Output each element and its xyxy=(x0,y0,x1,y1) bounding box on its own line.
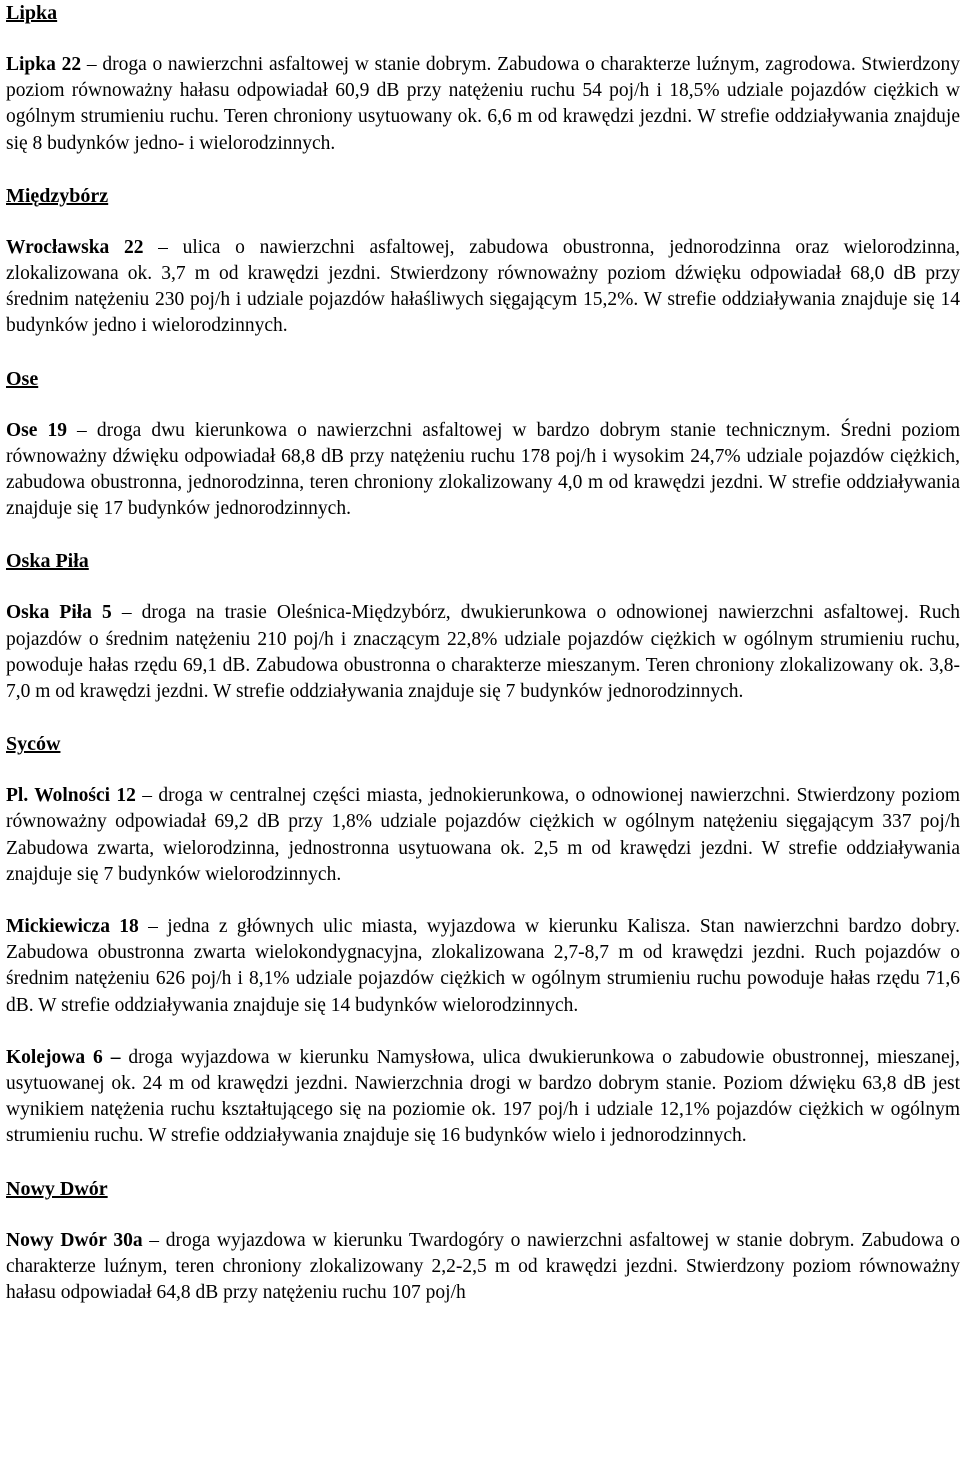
spacer xyxy=(6,26,960,52)
road-name: Lipka 22 xyxy=(6,54,82,75)
road-name: Wrocławska 22 xyxy=(6,236,144,258)
spacer xyxy=(6,757,960,783)
spacer xyxy=(6,340,960,366)
road-name: Ose 19 xyxy=(6,419,67,441)
paragraph-ose-19 xyxy=(6,418,960,523)
spacer xyxy=(6,1150,960,1176)
road-name: Pl. Wolności 12 xyxy=(6,785,136,807)
paragraph-text: droga wyjazdowa w kierunku Namysłowa, ulica dwukierunkowa o zabudowie obustronnej, mieszanej, usytuowanej ok. 24 m od krawędzi jezdni. Nawierzchnia drogi w bardzo dobrym stanie. Poziom dźwięku 63,8 dB jest wynikiem natężenia ruchu kształtującego się na poziomie ok. 197 poj/h i udziale 12,1% pojazdów ciężkich w ogólnym strumieniu ruchu. W strefie oddziaływania znajduje się 16 budynków wielo i jednorodzinnych. xyxy=(6,1046,960,1147)
paragraph-mickiewicza-18 xyxy=(6,914,960,1019)
section-heading-ose: Ose xyxy=(6,367,39,390)
section-heading-miedzyborz: Międzybórz xyxy=(6,184,109,207)
paragraph-text: – ulica o nawierzchni asfaltowej, zabudowa obustronna, jednorodzinna oraz wielorodzinna, zlokalizowana ok. 3,7 m od krawędzi jezdni. Stwierdzony równoważny poziom dźwięku odpowiadał 68,0 dB przy średnim natężeniu 230 poj/h i udziale pojazdów hałaśliwych sięgającym 15,2%. W strefie oddziaływania znajduje się 14 budynków jedno i wielorodzinnych. xyxy=(6,236,960,337)
spacer xyxy=(6,1202,960,1228)
spacer xyxy=(6,392,960,418)
paragraph-text: – droga na trasie Oleśnica-Międzybórz, dwukierunkowa o odnowionej nawierzchni asfaltowej. Ruch pojazdów o średnim natężeniu 210 poj/h i znaczącym 22,8% udziale pojazdów ciężkich w ogólnym strumieniu ruchu, powoduje hałas rzędu 69,1 dB. Zabudowa obustronna o charakterze mieszanym. Teren chroniony zlokalizowany ok. 3,8-7,0 m od krawędzi jezdni. W strefie oddziaływania znajduje się 7 budynków jednorodzinnych. xyxy=(6,602,960,703)
spacer xyxy=(6,574,960,600)
spacer xyxy=(6,705,960,731)
spacer xyxy=(6,209,960,235)
spacer xyxy=(6,1019,960,1045)
paragraph-oska-pila-5 xyxy=(6,600,960,705)
paragraph-text: – jedna z głównych ulic miasta, wyjazdowa w kierunku Kalisza. Stan nawierzchni bardzo dobry. Zabudowa obustronna zwarta wielokondygnacyjna, zlokalizowana 2,7-8,7 m od krawędzi jezdni. Ruch pojazdów o średnim natężeniu 626 poj/h i 8,1% udziale pojazdów ciężkich w ogólnym strumieniu ruchu powoduje hałas rzędu 71,6 dB. W strefie oddziaływania znajduje się 14 budynków wielorodzinnych. xyxy=(6,916,960,1016)
section-heading-lipka: Lipka xyxy=(6,2,58,24)
section-heading-nowy-dwor: Nowy Dwór xyxy=(6,1177,108,1200)
road-name: Nowy Dwór 30a xyxy=(6,1229,143,1251)
road-name: Oska Piła 5 xyxy=(6,602,112,624)
paragraph-text: – droga w centralnej części miasta, jednokierunkowa, o odnowionej nawierzchni. Stwierdzony poziom równoważny odpowiadał 69,2 dB przy 1,8% udziale pojazdów ciężkich w ogólnym natężeniu sięgającym 337 poj/h Zabudowa zwarta, wielorodzinna, jednostronna usytuowana ok. 2,5 m od krawędzi jezdni. W strefie oddziaływania znajduje się 7 budynków wielorodzinnych. xyxy=(6,785,960,885)
paragraph-text: – droga dwu kierunkowa o nawierzchni asfaltowej w bardzo dobrym stanie technicznym. Średni poziom równoważny dźwięku odpowiadał 68,8 dB przy natężeniu ruchu 178 poj/h i wysokim 24,7% udziale pojazdów ciężkich, zabudowa obustronna, jednorodzinna, teren chroniony zlokalizowany 4,0 m od krawędzi jezdni. W strefie oddziaływania znajduje się 17 budynków jednorodzinnych. xyxy=(6,419,960,520)
paragraph-wroclawska-22 xyxy=(6,235,960,340)
spacer xyxy=(6,157,960,183)
paragraph-text: – droga wyjazdowa w kierunku Twardogóry o nawierzchni asfaltowej w stanie dobrym. Zabudowa o charakterze luźnym, teren chroniony zlokalizowany 2,2-2,5 m od krawędzi jezdni. Stwierdzony poziom równoważny hałasu odpowiadał 64,8 dB przy natężeniu ruchu 107 poj/h xyxy=(6,1229,960,1304)
paragraph-pl-wolnosci-12 xyxy=(6,783,960,888)
road-name: Kolejowa 6 – xyxy=(6,1046,121,1068)
paragraph-kolejowa-6 xyxy=(6,1045,960,1150)
spacer xyxy=(6,888,960,914)
paragraph-lipka-22 xyxy=(6,52,960,157)
section-heading-sycow: Syców xyxy=(6,733,61,756)
road-name: Mickiewicza 18 xyxy=(6,916,139,938)
paragraph-text: – droga o nawierzchni asfaltowej w stanie dobrym. Zabudowa o charakterze luźnym, zagrodowa. Stwierdzony poziom równoważny hałasu odpowiadał 60,9 dB przy natężeniu ruchu 54 poj/h i 18,5% udziale pojazdów ciężkich w ogólnym strumieniu ruchu. Teren chroniony usytuowany ok. 6,6 m od krawędzi jezdni. W strefie oddziaływania znajduje się 8 budynków jedno- i wielorodzinnych. xyxy=(6,54,960,154)
section-heading-oska-pila: Oska Piła xyxy=(6,550,89,573)
paragraph-nowy-dwor-30a xyxy=(6,1228,960,1307)
spacer xyxy=(6,522,960,548)
